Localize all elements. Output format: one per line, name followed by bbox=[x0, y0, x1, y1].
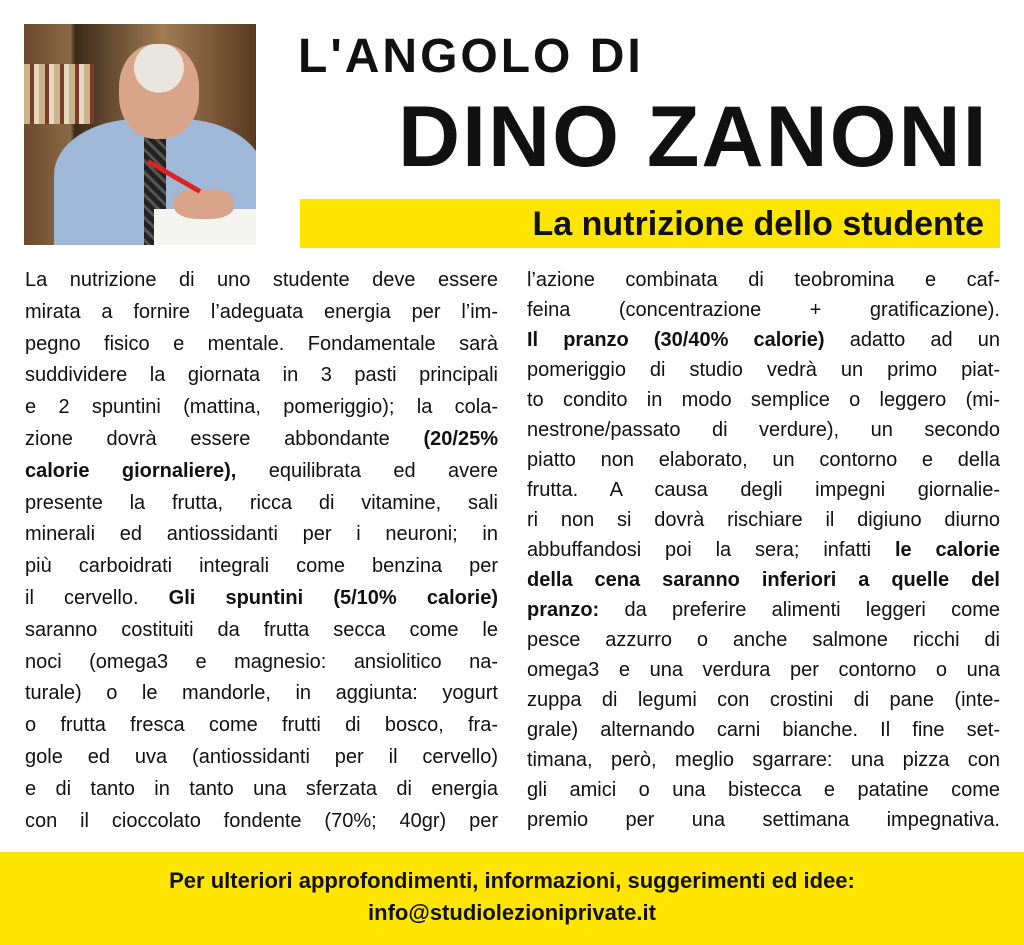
text-line bbox=[527, 805, 1000, 835]
text-segment: da preferire alimenti leggeri come bbox=[599, 599, 1000, 621]
text-segment: grale) alternando carni bianche. Il fine set- bbox=[527, 719, 1000, 741]
bold-text: Il pranzo (30/40% calorie) bbox=[527, 329, 825, 351]
text-line bbox=[25, 678, 498, 710]
text-segment: e di tanto in tanto una sferzata di energia bbox=[25, 777, 498, 800]
text-line bbox=[25, 742, 498, 774]
text-segment: to condito in modo semplice o leggero (mi- bbox=[527, 389, 1000, 411]
text-segment: La nutrizione di uno studente deve essere bbox=[25, 269, 498, 291]
bold-text: pranzo: bbox=[527, 599, 600, 621]
text-line bbox=[25, 519, 498, 551]
text-line bbox=[25, 456, 498, 488]
text-segment: piatto non elaborato, un contorno e della bbox=[527, 449, 1000, 471]
text-line bbox=[527, 265, 1000, 295]
text-line bbox=[25, 583, 498, 615]
text-line bbox=[527, 475, 1000, 505]
text-segment: pegno fisico e mentale. Fondamentale sarà bbox=[25, 332, 498, 355]
bold-text: Gli spuntini (5/10% calorie) bbox=[168, 586, 498, 609]
text-line bbox=[527, 595, 1000, 625]
text-segment: adatto ad un bbox=[824, 329, 1000, 351]
text-segment: nestrone/passato di verdure), un secondo bbox=[527, 419, 1000, 441]
text-segment: omega3 e una verdura per contorno o una bbox=[527, 659, 1000, 681]
text-line bbox=[527, 355, 1000, 385]
text-line bbox=[527, 715, 1000, 745]
text-line bbox=[527, 625, 1000, 655]
text-line bbox=[25, 710, 498, 742]
text-line bbox=[25, 360, 498, 392]
column-kicker: L'ANGOLO DI bbox=[298, 30, 644, 83]
head bbox=[119, 44, 199, 139]
text-line bbox=[527, 745, 1000, 775]
text-segment: e 2 spuntini (mattina, pomeriggio); la cola- bbox=[25, 396, 498, 419]
text-segment: mirata a fornire l’adeguata energia per l’im- bbox=[25, 300, 498, 323]
bold-text: (20/25% bbox=[423, 427, 498, 450]
text-segment: noci (omega3 e magnesio: ansiolitico na- bbox=[25, 650, 498, 673]
text-segment: suddividere la giornata in 3 pasti principali bbox=[25, 364, 498, 387]
bold-text: le calorie bbox=[894, 539, 1000, 561]
text-line bbox=[25, 615, 498, 647]
text-line bbox=[25, 488, 498, 520]
text-line bbox=[527, 415, 1000, 445]
text-segment: con il cioccolato fondente (70%; 40gr) per bbox=[25, 809, 498, 832]
article-column-right bbox=[527, 265, 1000, 835]
text-line bbox=[527, 325, 1000, 355]
text-line bbox=[25, 806, 498, 838]
bookshelf bbox=[24, 64, 94, 124]
text-segment: ri non si dovrà rischiare il digiuno diurno bbox=[527, 509, 1000, 531]
text-segment: gli amici o una bistecca e patatine come bbox=[527, 779, 1000, 801]
text-segment: più carboidrati integrali come benzina per bbox=[25, 555, 498, 578]
text-segment: saranno costituiti da frutta secca come le bbox=[25, 618, 498, 641]
text-line bbox=[25, 392, 498, 424]
text-line bbox=[527, 565, 1000, 595]
article-column-left bbox=[25, 265, 498, 837]
text-segment: minerali ed antiossidanti per i neuroni; in bbox=[25, 523, 498, 546]
title-bar bbox=[300, 199, 1000, 248]
hand bbox=[174, 189, 234, 219]
bold-text: calorie giornaliere), bbox=[25, 459, 237, 482]
text-segment: feina (concentrazione + gratificazione). bbox=[527, 299, 1000, 321]
text-line bbox=[527, 295, 1000, 325]
text-segment: abbuffandosi poi la sera; infatti bbox=[527, 539, 895, 561]
text-line bbox=[25, 424, 498, 456]
article-title: La nutrizione dello studente bbox=[532, 205, 984, 243]
text-line bbox=[527, 505, 1000, 535]
text-line bbox=[527, 385, 1000, 415]
author-name: DINO ZANONI bbox=[398, 89, 989, 185]
text-line bbox=[527, 655, 1000, 685]
text-segment: il cervello. bbox=[25, 586, 169, 609]
text-line bbox=[527, 775, 1000, 805]
text-segment: premio per una settimana impegnativa. bbox=[527, 809, 1000, 831]
text-segment: frutta. A causa degli impegni giornalie- bbox=[527, 479, 1000, 501]
text-segment: l’azione combinata di teobromina e caf- bbox=[527, 269, 1000, 291]
text-segment: zione dovrà essere abbondante bbox=[25, 427, 424, 450]
text-line bbox=[25, 329, 498, 361]
footer-banner bbox=[0, 852, 1024, 945]
contact-email-link[interactable]: info@studiolezioniprivate.it bbox=[368, 900, 656, 925]
text-line bbox=[25, 265, 498, 297]
text-segment: o frutta fresca come frutti di bosco, fra- bbox=[25, 714, 498, 737]
text-line bbox=[527, 445, 1000, 475]
text-line bbox=[527, 535, 1000, 565]
text-segment: presente la frutta, ricca di vitamine, sali bbox=[25, 491, 498, 514]
bold-text: della cena saranno inferiori a quelle del bbox=[527, 569, 1000, 591]
text-line bbox=[527, 685, 1000, 715]
text-segment: timana, però, meglio sgarrare: una pizza con bbox=[527, 749, 1000, 771]
text-segment: gole ed uva (antiossidanti per il cervello) bbox=[25, 745, 498, 768]
text-segment: turale) o le mandorle, in aggiunta: yogurt bbox=[25, 682, 498, 705]
text-segment: equilibrata ed avere bbox=[236, 459, 498, 482]
text-line bbox=[25, 774, 498, 806]
text-line bbox=[25, 647, 498, 679]
text-segment: pesce azzurro o anche salmone ricchi di bbox=[527, 629, 1000, 651]
text-line bbox=[25, 551, 498, 583]
text-segment: zuppa di legumi con crostini di pane (inte- bbox=[527, 689, 1000, 711]
author-photo bbox=[24, 24, 256, 245]
text-segment: pomeriggio di studio vedrà un primo piat- bbox=[527, 359, 1000, 381]
footer-text: Per ulteriori approfondimenti, informazioni, suggerimenti ed idee: bbox=[169, 868, 855, 893]
text-line bbox=[25, 297, 498, 329]
